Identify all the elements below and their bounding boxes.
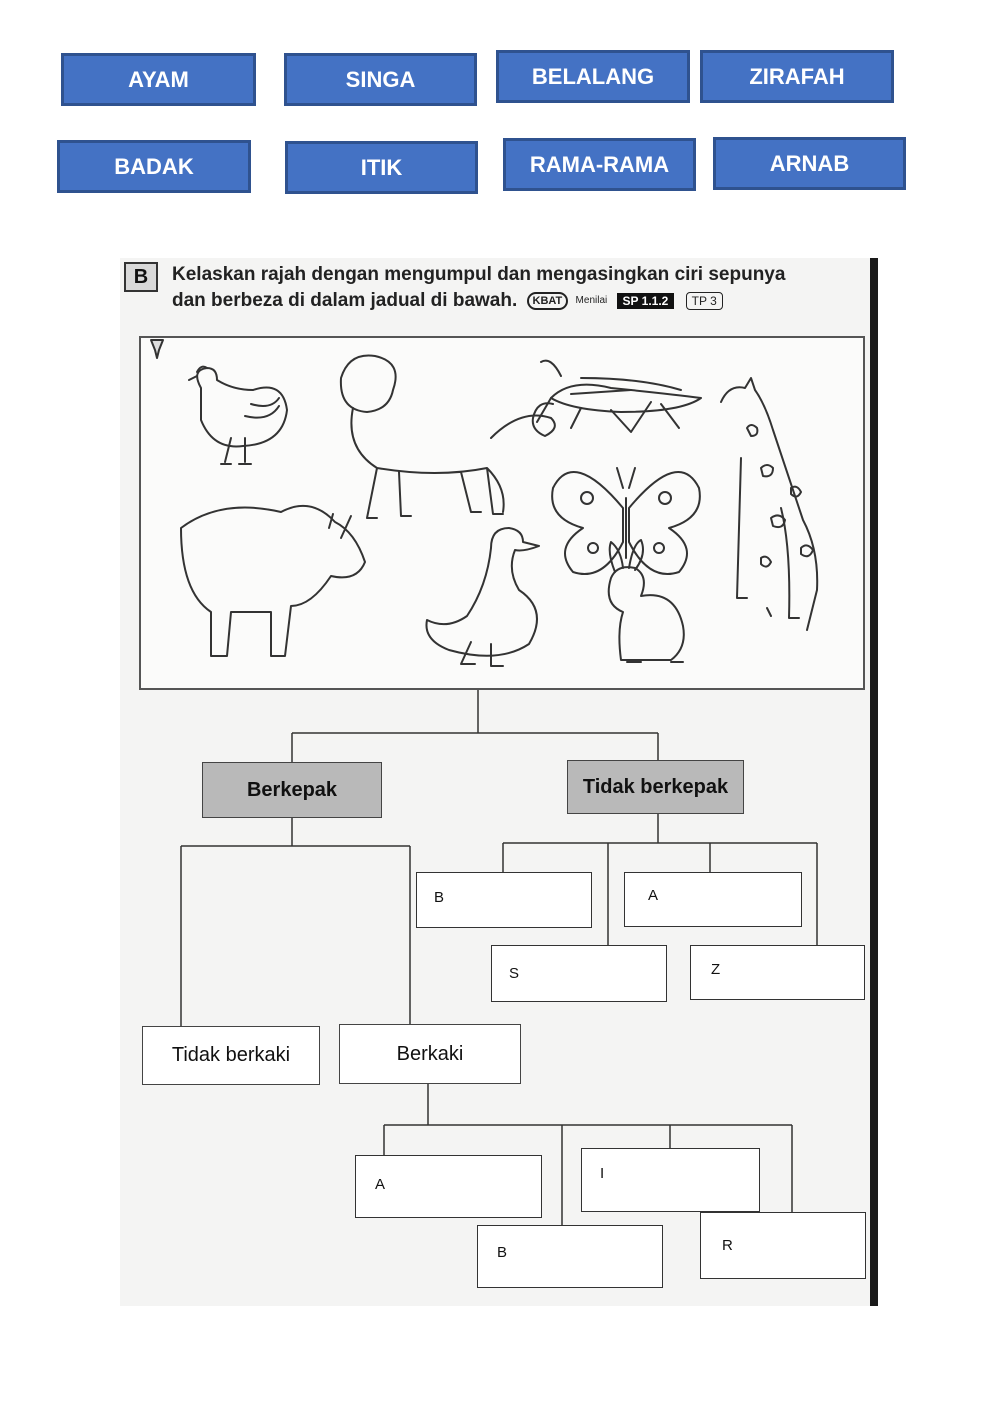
word-tile-belalang[interactable]: BELALANG — [496, 50, 690, 103]
slot-hint-berkaki-4: R — [722, 1237, 733, 1254]
section-badge: B — [124, 262, 158, 292]
category-tidak-berkepak: Tidak berkepak — [567, 760, 744, 814]
slot-hint-berkaki-1: A — [375, 1176, 386, 1193]
word-tile-arnab[interactable]: ARNAB — [713, 137, 906, 190]
kbat-tag: KBAT — [527, 292, 569, 310]
word-tile-itik[interactable]: ITIK — [285, 141, 478, 194]
slot-hint-berkaki-3: B — [497, 1244, 508, 1261]
instruction-line-2-text: dan berbeza di dalam jadual di bawah. — [172, 290, 518, 312]
category-berkaki: Berkaki — [339, 1024, 521, 1084]
word-tile-ayam[interactable]: AYAM — [61, 53, 256, 106]
slot-hint-tidak-berkepak-4: Z — [711, 961, 721, 978]
tp-tag: TP 3 — [686, 292, 723, 310]
instruction-line-1: Kelaskan rajah dengan mengumpul dan mengasingkan ciri sepunya — [172, 264, 786, 285]
category-berkepak: Berkepak — [202, 762, 382, 818]
slot-hint-tidak-berkepak-3: S — [509, 965, 520, 982]
word-tile-singa[interactable]: SINGA — [284, 53, 477, 106]
slot-hint-berkaki-2: I — [600, 1165, 605, 1182]
slot-hint-tidak-berkepak-1: B — [434, 889, 445, 906]
answer-slot-berkaki-2[interactable] — [581, 1148, 760, 1212]
slot-hint-tidak-berkepak-2: A — [648, 887, 659, 904]
word-tile-zirafah[interactable]: ZIRAFAH — [700, 50, 894, 103]
sp-tag: SP 1.1.2 — [617, 293, 675, 309]
menilai-tag: Menilai — [575, 295, 608, 306]
category-tidak-berkaki: Tidak berkaki — [142, 1026, 320, 1085]
word-tile-rama-rama[interactable]: RAMA-RAMA — [503, 138, 696, 191]
word-tile-badak[interactable]: BADAK — [57, 140, 251, 193]
